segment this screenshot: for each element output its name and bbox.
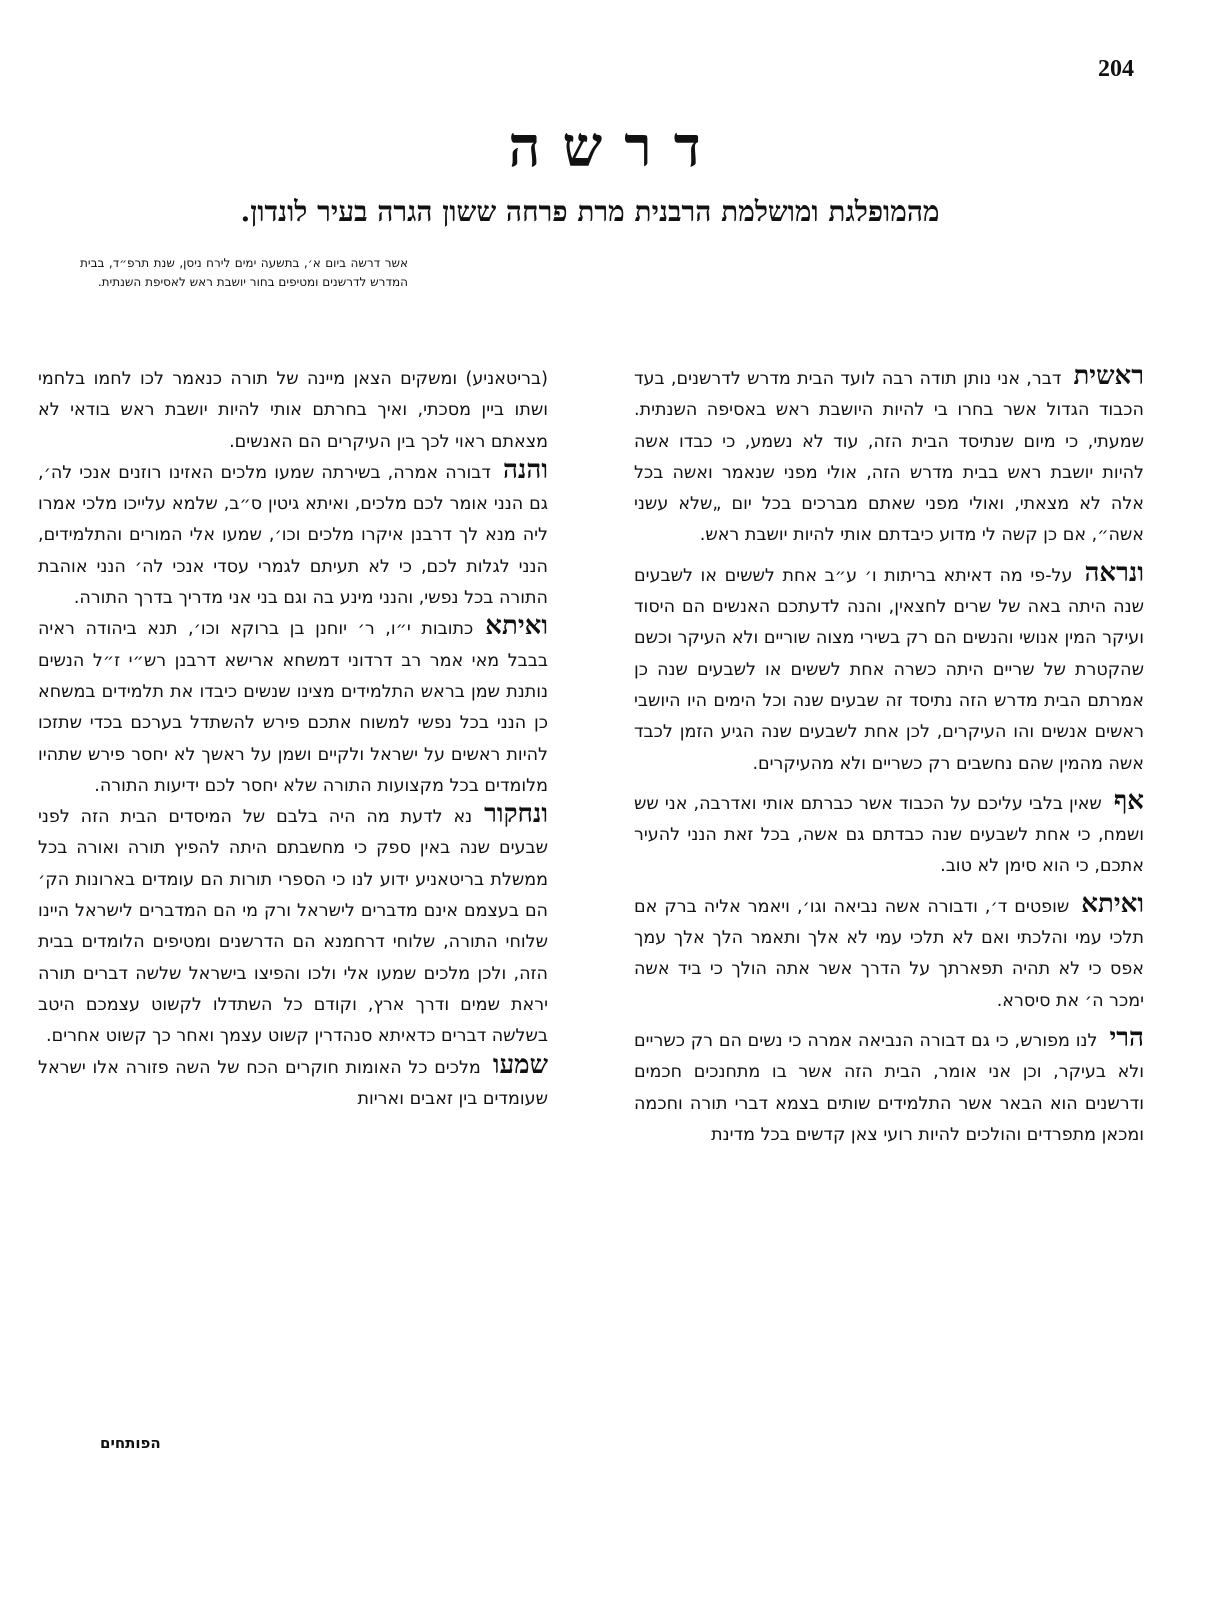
- left-column: [38, 364, 548, 1115]
- paragraph-text: דבורה אמרה, בשירתה שמעו מלכים האזינו רוזנים אנכי לה׳, גם הנני אומר לכם מלכים, ואיתא גיטין ס״ב, שלמא עלייכו מלכי אמרו ליה מנא לך דרבנן איקרו מלכים וכו׳, שמעו אלי המורים והתלמידים, הנני לגלות לכם, כי לא תעיתם לגמרי עסדי אנכי לה׳ הנני אוהבת התורה בכל נפשי, והנני מינע בה וגם בני אני מדריך בדרך התורה.: [38, 462, 548, 609]
- paragraph-text: לנו מפורש, כי גם דבורה הנביאה אמרה כי נשים הם רק כשריים ולא בעיקר, וכן אני אומר, הבית הזה אשר בו מתחנכים חכמים ודרשנים הוא הבאר אשר התלמידים שותים בצמא דברי תורה וחכמה ומכאן מתפרדים והולכים להיות רועי צאן קדשים בכל מדינת: [634, 1030, 1144, 1145]
- paragraph-text: נא לדעת מה היה בלבם של המיסדים הבית הזה לפני שבעים שנה באין ספק כי מחשבתם היתה להפיץ תורה ואורה בכל ממשלת בריטאניע ידוע לנו כי הספרי תורות הם עומדים בארונות הק׳ הם בעצמם אינם מדברים לישראל ורק מי הם המדברים לישראל היינו שלוחי התורה, שלוחי דרחמנא הם הדרשנים ומטיפים הלומדים בבית הזה, ולכן מלכים שמעו אלי ולכו והפיצו בישראל שלשה דברים תורה יראת שמים ודרך ארץ, וקודם כל השתדלו לקשוט עצמכם היטב בשלשה דברים כדאיתא סנהדרין קשוט עצמך ואחר כך קשוט אחרים.: [38, 807, 548, 1047]
- paragraph: [38, 454, 548, 614]
- lead-word: ואיתא: [1081, 888, 1144, 919]
- lead-word: ונראה: [1084, 557, 1144, 588]
- catchword: הפותחים: [100, 1434, 161, 1452]
- sermon-note: אשר דרשה ביום א׳, בתשעה ימים לירח ניסן, שנת תרפ״ד, בבית המדרש לדרשנים ומטיפים בחור יושבת ראש לאסיפת השנתית.: [80, 256, 408, 289]
- paragraph: [634, 1022, 1144, 1151]
- lead-word: ונחקור: [484, 799, 548, 830]
- paragraph: [38, 799, 548, 1052]
- paragraph: [634, 888, 1144, 1017]
- paragraph: [634, 361, 1144, 552]
- paragraph-text: דבר, אני נותן תודה רבה לועד הבית מדרש לדרשנים, בעד הכבוד הגדול אשר בחרו בי להיות היושבת ראש באסיפה השנתית. שמעתי, כי מיום שנתיסד הבית הזה, עוד לא נשמע, כי כבדו אשה להיות יושבת ראש בבית מדרש הזה, אולי מפני שנאמר ואשה בכל אלה לא מצאתי, ואולי מפני שאתם מברכים בכל יום „שלא עשני אשה״, אם כן קשה לי מדוע כיבדתם אותי להיות יושבת ראש.: [634, 369, 1144, 546]
- lead-word: ראשית: [1073, 361, 1144, 391]
- paragraph: [38, 611, 548, 802]
- lead-word: ואיתא: [485, 611, 548, 642]
- lead-word: הרי: [1109, 1022, 1144, 1053]
- lead-word: אף: [1113, 785, 1144, 816]
- paragraph: [38, 364, 548, 458]
- paragraph-text: על-פי מה דאיתא בריתות ו׳ ע״ב אחת לששים או לשבעים שנה היתה באה של שרים לחצאין, והנה לדעתכם האנשים הם היסוד ועיקר המין אנושי והנשים הם רק בשירי מצוה שוריים ולא העיקר וכשם שהקטרת של שריים היתה כשרה אחת לששים או לשבעים שנה כן אמרתם הבית מדרש הזה נתיסד זה שבעים שנה וכל הימים היו היושבי ראשים אנשים והו העיקרים, לכן אחת לשבעים שנה הגיע הזמן לכבד אשה מהמין שהם נחשבים רק כשריים ולא מהעיקרים.: [634, 565, 1144, 774]
- page-number: 204: [1098, 56, 1134, 82]
- paragraph-text: כתובות י״ו, ר׳ יוחנן בן ברוקא וכו׳, תנא ביהודה ראיה בבבל מאי אמר רב דרדוני דמשחא ארישא דרבנן רש״י ז״ל הנשים נותנת שמן בראש התלמידים מצינו שנשים כיבדו את תלמידים במשחא כן הנני בכל נפשי למשוח אתכם פירש להשתדל בערכם בכדי שתזכו להיות ראשים על ישראל ולקיים ושמן על ראשך לא יחסר פירש שתהיו מלומדים בכל מקצועות התורה שלא יחסר לכם ידיעות התורה.: [38, 619, 548, 796]
- paragraph-text: שופטים ד׳, ודבורה אשה נביאה וגו׳, ויאמר אליה ברק אם תלכי עמי והלכתי ואם לא תלכי עמי לא אלך ותאמר הלך אלך עמך אפס כי לא תהיה תפארתך על הדרך אשר אתה הולך כי ביד אשה ימכר ה׳ את סיסרא.: [634, 896, 1144, 1011]
- right-column: [634, 361, 1144, 1151]
- page-subtitle: מהמופלגת ומושלמת הרבנית מרת פרחה ששון הגרה בעיר לונדון.: [240, 195, 940, 228]
- paragraph: [38, 1049, 548, 1116]
- paragraph-text: מלכים כל האומות חוקרים הכח של השה פזורה אלו ישראל שעומדים בין זאבים ואריות: [38, 1057, 548, 1109]
- page-title: דרשה: [508, 114, 723, 180]
- lead-word: והנה: [502, 454, 548, 485]
- paragraph: [634, 785, 1144, 883]
- paragraph: [634, 557, 1144, 780]
- lead-word: שמעו: [492, 1049, 548, 1080]
- paragraph-text: שאין בלבי עליכם על הכבוד אשר כברתם אותי ואדרבה, אני שש ושמח, כי אחת לשבעים שנה כבדתם גם אשה, בכל זאת הנני להעיר אתכם, כי הוא סימן לא טוב.: [634, 793, 1144, 877]
- paragraph-text: (בריטאניע) ומשקים הצאן מיינה של תורה כנאמר לכו לחמו בלחמי ושתו ביין מסכתי, ואיך בחרתם אותי להיות יושבת ראש בודאי לא מצאתם ראוי לכך בין העיקרים הם האנשים.: [38, 369, 548, 452]
